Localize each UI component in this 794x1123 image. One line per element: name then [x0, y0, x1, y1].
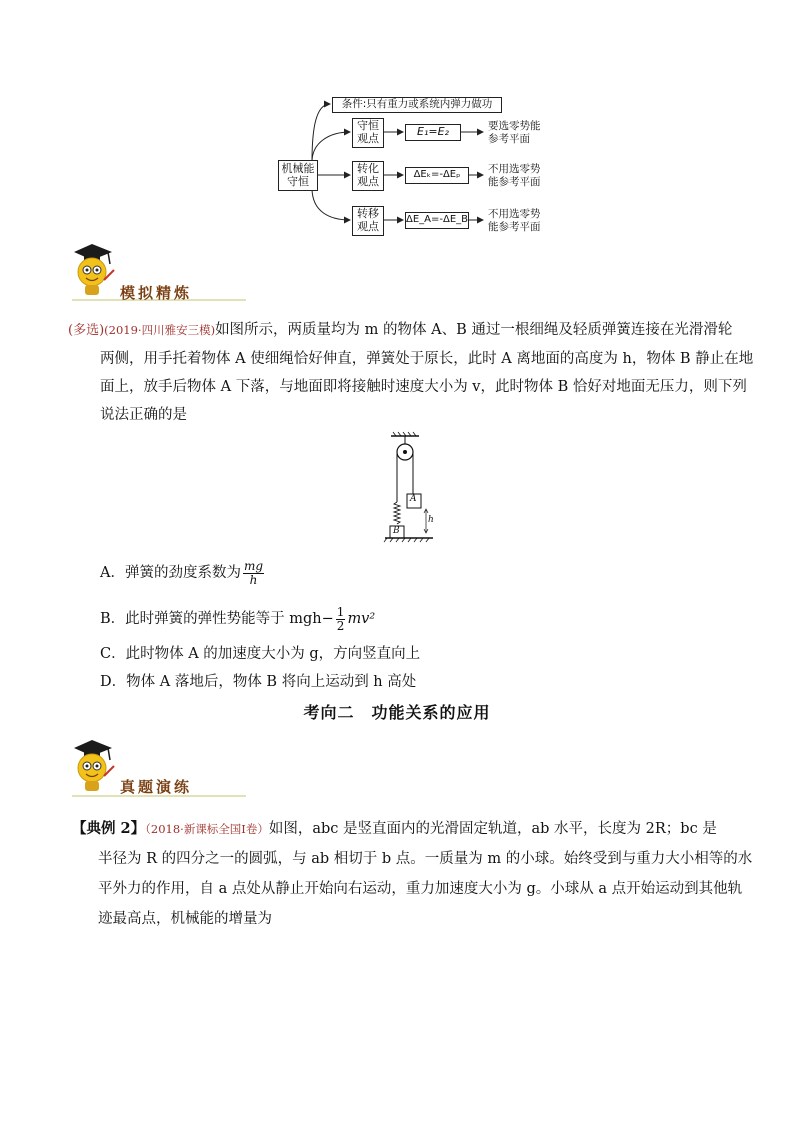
- diagram-view-transfer: 转移观点: [352, 206, 384, 236]
- badge-real-exam: [68, 736, 248, 800]
- question-2-text-2: 半径为 R 的四分之一的圆弧，与 ab 相切于 b 点。一质量为 m 的小球。始终受到与重力大小相等的水: [98, 851, 753, 867]
- question-2-line-1: [72, 814, 732, 844]
- question-1-source: (2019·四川雅安三模): [104, 323, 216, 337]
- option-c: C．此时物体 A 的加速度大小为 g，方向竖直向上: [100, 646, 421, 662]
- section-2-title: 考向二 功能关系的应用: [303, 703, 491, 722]
- pulley-label-b: B: [393, 526, 400, 536]
- question-2: [72, 814, 753, 934]
- option-b-numerator: 1: [336, 604, 345, 619]
- question-2-source: （2018·新课标全国Ⅰ卷）: [145, 822, 269, 836]
- option-a-fraction: [243, 560, 264, 587]
- diagram-formula-conserve: E₁=E₂: [405, 124, 461, 141]
- option-b: [100, 604, 375, 634]
- option-a-numerator: mg: [243, 558, 264, 573]
- option-a: [100, 558, 266, 588]
- diagram-view-transform: 转化观点: [352, 161, 384, 191]
- diagram-note-transfer: 不用选零势能参考平面: [488, 208, 541, 233]
- pulley-label-h: h: [428, 515, 434, 525]
- badge-practice: [68, 240, 248, 304]
- diagram-note-transform: 不用选零势能参考平面: [488, 163, 541, 188]
- question-1-text-3: 面上，放手后物体 A 下落，与地面即将接触时速度大小为 v，此时物体 B 恰好对地面无压力，则下列: [100, 379, 747, 395]
- pulley-figure-drawing: [383, 430, 435, 548]
- option-b-denominator: 2: [336, 618, 345, 633]
- diagram-formula-transfer: ΔE_A=-ΔE_B: [405, 212, 469, 229]
- option-d: D．物体 A 落地后，物体 B 将向上运动到 h 高处: [100, 674, 417, 690]
- question-2-text-3: 平外力的作用，自 a 点处从静止开始向右运动，重力加速度大小为 g。小球从 a 点开始运动到其他轨: [98, 881, 743, 897]
- diagram-formula-transform: ΔEₖ=-ΔEₚ: [405, 167, 469, 184]
- pulley-figure: [383, 430, 435, 548]
- question-1-text-2: 两侧，用手托着物体 A 使细绳恰好伸直，弹簧处于原长，此时 A 离地面的高度为 h，物体 B 静止在地: [100, 351, 754, 367]
- question-2-tag: 【典例 2】: [72, 820, 146, 837]
- question-1-line-1: [68, 316, 733, 345]
- option-b-fraction: [336, 606, 346, 633]
- badge-real-exam-label: 真题演练: [120, 778, 193, 796]
- option-b-text: B．此时弹簧的弹性势能等于 mgh−: [100, 611, 334, 627]
- diagram-condition-box: 条件:只有重力或系统内弹力做功: [332, 97, 502, 113]
- question-2-text-1: 如图，abc 是竖直面内的光滑固定轨道，ab 水平，长度为 2R；bc 是: [268, 821, 717, 837]
- question-1-text-4: 说法正确的是: [100, 407, 187, 423]
- badge-practice-label: 模拟精炼: [120, 284, 193, 302]
- pulley-label-a: A: [410, 494, 417, 504]
- option-a-text: A．弹簧的劲度系数为: [100, 565, 241, 581]
- question-1-tag: (多选): [68, 323, 105, 338]
- question-1: [68, 316, 754, 429]
- question-1-text-1: 如图所示，两质量均为 m 的物体 A、B 通过一根细绳及轻质弹簧连接在光滑滑轮: [215, 322, 733, 338]
- diagram-center-box: 机械能守恒: [278, 160, 318, 191]
- diagram-note-conserve: 要选零势能参考平面: [488, 120, 541, 145]
- concept-diagram: [270, 92, 570, 237]
- option-a-denominator: h: [249, 572, 258, 587]
- option-b-tail: mv²: [347, 611, 376, 627]
- question-2-text-4: 迹最高点，机械能的增量为: [98, 911, 272, 927]
- diagram-view-conserve: 守恒观点: [352, 118, 384, 148]
